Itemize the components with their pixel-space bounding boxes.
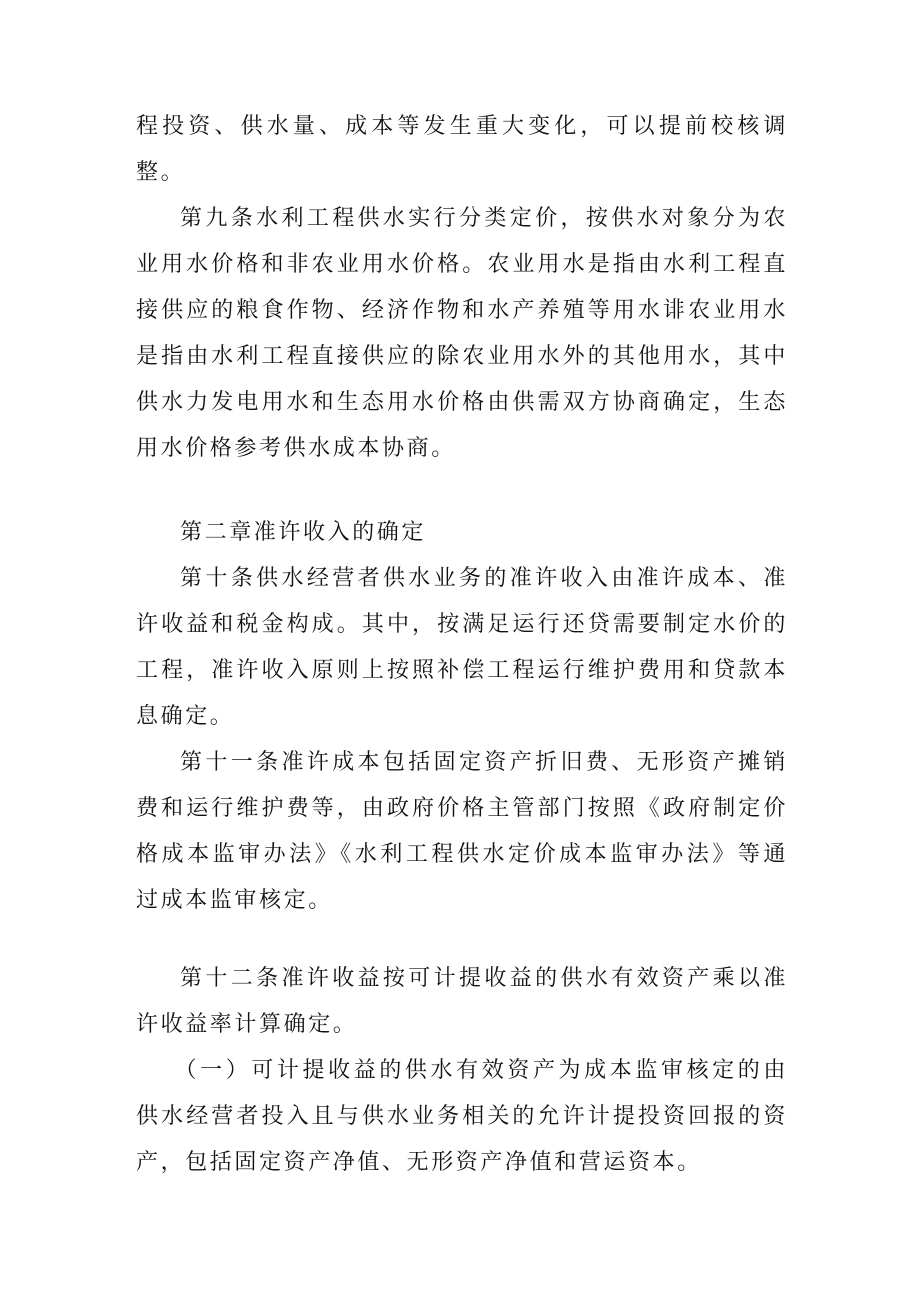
paragraph-item-1: （一）可计提收益的供水有效资产为成本监审核定的由供水经营者投入且与供水业务相关的允许计提投资回报的资产，包括固定资产净值、无形资产净值和营运资本。 [136,1058,788,1175]
paragraph-article-9: 第九条水利工程供水实行分类定价，按供水对象分为农业用水价格和非农业用水价格。农业用水是指由水利工程直接供应的粮食作物、经济作物和水产养殖等用水诽农业用水是指由水利工程直接供应的除农业用水外的其他用水，其中供水力发电用水和生态用水价格由供需双方协商确定，生态用水价格参考供水成本协商。 [136,206,788,461]
paragraph-article-12: 第十二条准许收益按可计提收益的供水有效资产乘以准许收益率计算确定。 [136,966,788,1037]
paragraph-continuation: 程投资、供水量、成本等发生重大变化，可以提前校核调整。 [136,114,788,185]
paragraph-article-11: 第十一条准许成本包括固定资产折旧费、无形资产摊销费和运行维护费等，由政府价格主管部门按照《政府制定价格成本监审办法》《水利工程供水定价成本监审办法》等通过成本监审核定。 [136,750,788,913]
document-body [136,104,788,1186]
chapter-heading: 第二章准许收入的确定 [180,520,427,545]
paragraph-article-10: 第十条供水经营者供水业务的准许收入由准许成本、准许收益和税金构成。其中，按满足运行还贷需要制定水价的工程，准许收入原则上按照补偿工程运行维护费用和贷款本息确定。 [136,566,788,729]
